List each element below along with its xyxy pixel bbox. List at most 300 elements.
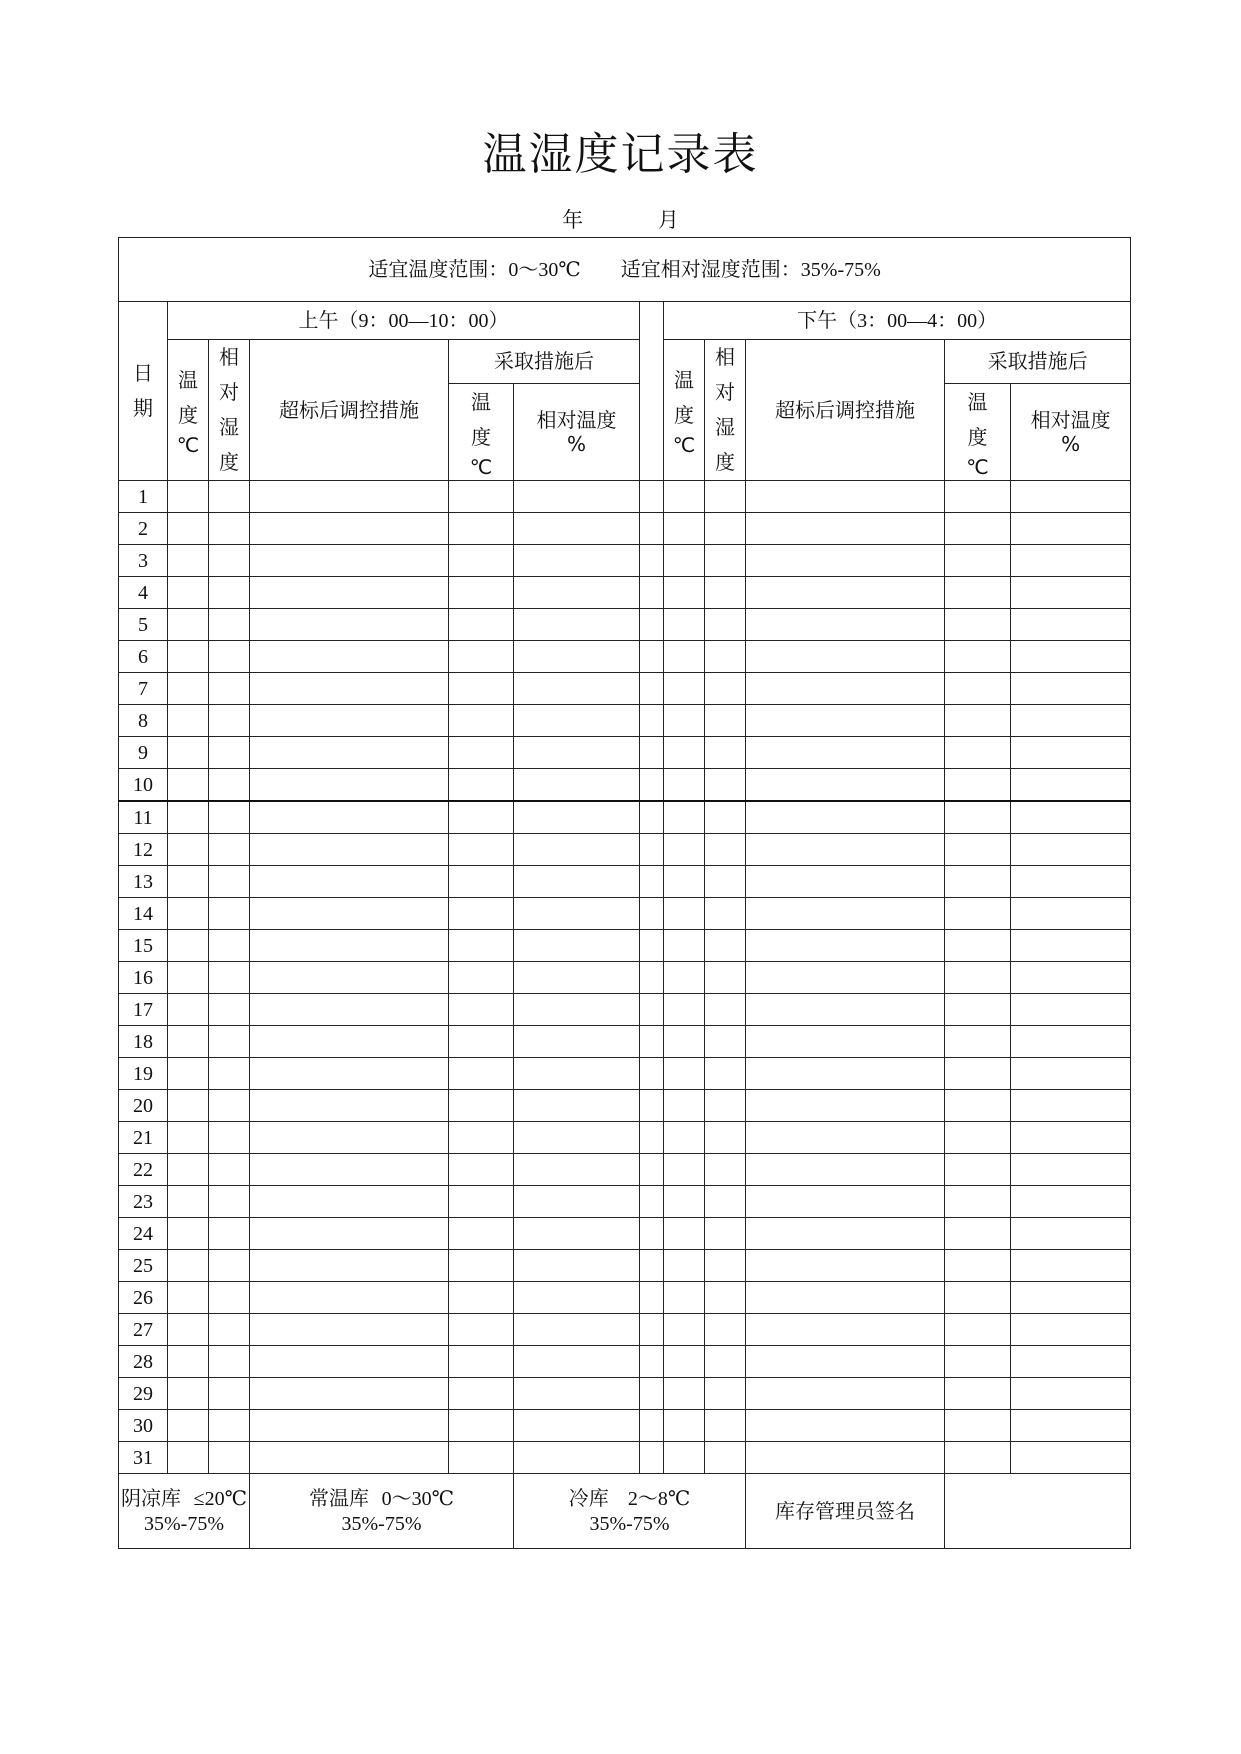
pm-after-temp-cell[interactable] bbox=[945, 481, 1011, 513]
am-after-temp-cell[interactable] bbox=[449, 994, 514, 1026]
pm-temp-cell[interactable] bbox=[664, 673, 705, 705]
am-measures-cell[interactable] bbox=[250, 673, 449, 705]
am-after-temp-cell[interactable] bbox=[449, 1026, 514, 1058]
am-after-temp-cell[interactable] bbox=[449, 769, 514, 802]
pm-after-humidity-cell[interactable] bbox=[1011, 1026, 1131, 1058]
am-temp-cell[interactable] bbox=[168, 1346, 209, 1378]
am-after-humidity-cell[interactable] bbox=[514, 834, 640, 866]
am-after-humidity-cell[interactable] bbox=[514, 994, 640, 1026]
am-temp-cell[interactable] bbox=[168, 801, 209, 834]
am-humidity-cell[interactable] bbox=[209, 898, 250, 930]
am-after-humidity-cell[interactable] bbox=[514, 1314, 640, 1346]
am-after-temp-cell[interactable] bbox=[449, 1250, 514, 1282]
pm-measures-cell[interactable] bbox=[746, 1218, 945, 1250]
pm-after-temp-cell[interactable] bbox=[945, 1442, 1011, 1474]
am-measures-cell[interactable] bbox=[250, 866, 449, 898]
pm-temp-cell[interactable] bbox=[664, 609, 705, 641]
pm-after-temp-cell[interactable] bbox=[945, 705, 1011, 737]
am-humidity-cell[interactable] bbox=[209, 737, 250, 769]
am-after-temp-cell[interactable] bbox=[449, 1314, 514, 1346]
am-after-temp-cell[interactable] bbox=[449, 834, 514, 866]
am-humidity-cell[interactable] bbox=[209, 1250, 250, 1282]
pm-temp-cell[interactable] bbox=[664, 513, 705, 545]
am-temp-cell[interactable] bbox=[168, 1186, 209, 1218]
am-after-humidity-cell[interactable] bbox=[514, 673, 640, 705]
pm-after-temp-cell[interactable] bbox=[945, 1378, 1011, 1410]
am-after-humidity-cell[interactable] bbox=[514, 866, 640, 898]
am-temp-cell[interactable] bbox=[168, 705, 209, 737]
pm-temp-cell[interactable] bbox=[664, 1282, 705, 1314]
am-after-temp-cell[interactable] bbox=[449, 898, 514, 930]
am-humidity-cell[interactable] bbox=[209, 1314, 250, 1346]
am-humidity-cell[interactable] bbox=[209, 930, 250, 962]
am-temp-cell[interactable] bbox=[168, 1026, 209, 1058]
pm-measures-cell[interactable] bbox=[746, 1378, 945, 1410]
pm-measures-cell[interactable] bbox=[746, 1090, 945, 1122]
am-after-humidity-cell[interactable] bbox=[514, 577, 640, 609]
pm-after-temp-cell[interactable] bbox=[945, 1122, 1011, 1154]
am-humidity-cell[interactable] bbox=[209, 866, 250, 898]
am-measures-cell[interactable] bbox=[250, 481, 449, 513]
am-after-humidity-cell[interactable] bbox=[514, 1122, 640, 1154]
pm-temp-cell[interactable] bbox=[664, 769, 705, 802]
pm-temp-cell[interactable] bbox=[664, 705, 705, 737]
am-measures-cell[interactable] bbox=[250, 1378, 449, 1410]
am-after-temp-cell[interactable] bbox=[449, 577, 514, 609]
am-after-temp-cell[interactable] bbox=[449, 641, 514, 673]
pm-after-temp-cell[interactable] bbox=[945, 994, 1011, 1026]
pm-temp-cell[interactable] bbox=[664, 834, 705, 866]
pm-measures-cell[interactable] bbox=[746, 577, 945, 609]
pm-temp-cell[interactable] bbox=[664, 1122, 705, 1154]
am-after-temp-cell[interactable] bbox=[449, 962, 514, 994]
pm-humidity-cell[interactable] bbox=[705, 1282, 746, 1314]
pm-humidity-cell[interactable] bbox=[705, 801, 746, 834]
am-after-humidity-cell[interactable] bbox=[514, 1058, 640, 1090]
pm-measures-cell[interactable] bbox=[746, 737, 945, 769]
pm-temp-cell[interactable] bbox=[664, 641, 705, 673]
pm-humidity-cell[interactable] bbox=[705, 1410, 746, 1442]
am-humidity-cell[interactable] bbox=[209, 962, 250, 994]
am-humidity-cell[interactable] bbox=[209, 545, 250, 577]
am-humidity-cell[interactable] bbox=[209, 834, 250, 866]
am-measures-cell[interactable] bbox=[250, 1250, 449, 1282]
am-measures-cell[interactable] bbox=[250, 898, 449, 930]
am-temp-cell[interactable] bbox=[168, 577, 209, 609]
pm-after-temp-cell[interactable] bbox=[945, 930, 1011, 962]
am-after-humidity-cell[interactable] bbox=[514, 705, 640, 737]
pm-humidity-cell[interactable] bbox=[705, 930, 746, 962]
am-after-humidity-cell[interactable] bbox=[514, 1186, 640, 1218]
pm-temp-cell[interactable] bbox=[664, 801, 705, 834]
am-temp-cell[interactable] bbox=[168, 609, 209, 641]
am-measures-cell[interactable] bbox=[250, 1058, 449, 1090]
pm-measures-cell[interactable] bbox=[746, 1282, 945, 1314]
am-after-humidity-cell[interactable] bbox=[514, 1026, 640, 1058]
am-after-humidity-cell[interactable] bbox=[514, 1154, 640, 1186]
pm-humidity-cell[interactable] bbox=[705, 1154, 746, 1186]
pm-humidity-cell[interactable] bbox=[705, 513, 746, 545]
pm-humidity-cell[interactable] bbox=[705, 1058, 746, 1090]
pm-measures-cell[interactable] bbox=[746, 834, 945, 866]
am-humidity-cell[interactable] bbox=[209, 673, 250, 705]
am-after-humidity-cell[interactable] bbox=[514, 1090, 640, 1122]
pm-humidity-cell[interactable] bbox=[705, 898, 746, 930]
pm-measures-cell[interactable] bbox=[746, 866, 945, 898]
am-after-temp-cell[interactable] bbox=[449, 930, 514, 962]
pm-humidity-cell[interactable] bbox=[705, 1090, 746, 1122]
pm-measures-cell[interactable] bbox=[746, 962, 945, 994]
am-after-humidity-cell[interactable] bbox=[514, 962, 640, 994]
am-measures-cell[interactable] bbox=[250, 1026, 449, 1058]
am-temp-cell[interactable] bbox=[168, 1058, 209, 1090]
pm-temp-cell[interactable] bbox=[664, 1314, 705, 1346]
am-humidity-cell[interactable] bbox=[209, 1186, 250, 1218]
pm-measures-cell[interactable] bbox=[746, 1122, 945, 1154]
pm-measures-cell[interactable] bbox=[746, 641, 945, 673]
pm-temp-cell[interactable] bbox=[664, 545, 705, 577]
am-measures-cell[interactable] bbox=[250, 1154, 449, 1186]
pm-after-temp-cell[interactable] bbox=[945, 513, 1011, 545]
pm-after-humidity-cell[interactable] bbox=[1011, 866, 1131, 898]
am-after-humidity-cell[interactable] bbox=[514, 898, 640, 930]
pm-humidity-cell[interactable] bbox=[705, 1346, 746, 1378]
pm-temp-cell[interactable] bbox=[664, 930, 705, 962]
pm-after-humidity-cell[interactable] bbox=[1011, 737, 1131, 769]
pm-humidity-cell[interactable] bbox=[705, 1122, 746, 1154]
am-temp-cell[interactable] bbox=[168, 834, 209, 866]
am-humidity-cell[interactable] bbox=[209, 1090, 250, 1122]
am-after-humidity-cell[interactable] bbox=[514, 930, 640, 962]
pm-after-temp-cell[interactable] bbox=[945, 1250, 1011, 1282]
pm-measures-cell[interactable] bbox=[746, 1250, 945, 1282]
pm-temp-cell[interactable] bbox=[664, 962, 705, 994]
pm-after-humidity-cell[interactable] bbox=[1011, 1346, 1131, 1378]
am-after-temp-cell[interactable] bbox=[449, 513, 514, 545]
am-after-humidity-cell[interactable] bbox=[514, 1378, 640, 1410]
pm-after-humidity-cell[interactable] bbox=[1011, 481, 1131, 513]
am-measures-cell[interactable] bbox=[250, 705, 449, 737]
am-after-temp-cell[interactable] bbox=[449, 1378, 514, 1410]
pm-after-temp-cell[interactable] bbox=[945, 769, 1011, 802]
pm-measures-cell[interactable] bbox=[746, 1186, 945, 1218]
am-after-temp-cell[interactable] bbox=[449, 1154, 514, 1186]
am-measures-cell[interactable] bbox=[250, 1186, 449, 1218]
pm-after-temp-cell[interactable] bbox=[945, 577, 1011, 609]
pm-humidity-cell[interactable] bbox=[705, 673, 746, 705]
am-after-temp-cell[interactable] bbox=[449, 801, 514, 834]
pm-measures-cell[interactable] bbox=[746, 1314, 945, 1346]
pm-humidity-cell[interactable] bbox=[705, 705, 746, 737]
am-humidity-cell[interactable] bbox=[209, 609, 250, 641]
am-temp-cell[interactable] bbox=[168, 1122, 209, 1154]
pm-measures-cell[interactable] bbox=[746, 513, 945, 545]
pm-after-temp-cell[interactable] bbox=[945, 898, 1011, 930]
pm-after-humidity-cell[interactable] bbox=[1011, 1378, 1131, 1410]
pm-after-humidity-cell[interactable] bbox=[1011, 994, 1131, 1026]
pm-after-temp-cell[interactable] bbox=[945, 1026, 1011, 1058]
pm-temp-cell[interactable] bbox=[664, 1442, 705, 1474]
pm-after-temp-cell[interactable] bbox=[945, 545, 1011, 577]
pm-measures-cell[interactable] bbox=[746, 1442, 945, 1474]
am-humidity-cell[interactable] bbox=[209, 1442, 250, 1474]
signature-field[interactable] bbox=[945, 1474, 1131, 1549]
am-humidity-cell[interactable] bbox=[209, 641, 250, 673]
am-humidity-cell[interactable] bbox=[209, 481, 250, 513]
am-measures-cell[interactable] bbox=[250, 1346, 449, 1378]
pm-measures-cell[interactable] bbox=[746, 801, 945, 834]
pm-after-humidity-cell[interactable] bbox=[1011, 513, 1131, 545]
am-after-humidity-cell[interactable] bbox=[514, 513, 640, 545]
pm-humidity-cell[interactable] bbox=[705, 866, 746, 898]
pm-after-humidity-cell[interactable] bbox=[1011, 609, 1131, 641]
am-temp-cell[interactable] bbox=[168, 1250, 209, 1282]
am-humidity-cell[interactable] bbox=[209, 1026, 250, 1058]
am-temp-cell[interactable] bbox=[168, 769, 209, 802]
am-measures-cell[interactable] bbox=[250, 1090, 449, 1122]
pm-after-temp-cell[interactable] bbox=[945, 673, 1011, 705]
pm-temp-cell[interactable] bbox=[664, 1186, 705, 1218]
pm-after-humidity-cell[interactable] bbox=[1011, 545, 1131, 577]
am-temp-cell[interactable] bbox=[168, 1314, 209, 1346]
pm-humidity-cell[interactable] bbox=[705, 1314, 746, 1346]
am-after-temp-cell[interactable] bbox=[449, 1282, 514, 1314]
pm-after-humidity-cell[interactable] bbox=[1011, 577, 1131, 609]
pm-after-temp-cell[interactable] bbox=[945, 866, 1011, 898]
am-temp-cell[interactable] bbox=[168, 513, 209, 545]
pm-temp-cell[interactable] bbox=[664, 1154, 705, 1186]
am-temp-cell[interactable] bbox=[168, 962, 209, 994]
am-after-temp-cell[interactable] bbox=[449, 1346, 514, 1378]
pm-humidity-cell[interactable] bbox=[705, 1442, 746, 1474]
pm-measures-cell[interactable] bbox=[746, 481, 945, 513]
pm-after-temp-cell[interactable] bbox=[945, 834, 1011, 866]
pm-after-humidity-cell[interactable] bbox=[1011, 1410, 1131, 1442]
am-measures-cell[interactable] bbox=[250, 513, 449, 545]
pm-after-temp-cell[interactable] bbox=[945, 1154, 1011, 1186]
pm-humidity-cell[interactable] bbox=[705, 609, 746, 641]
am-measures-cell[interactable] bbox=[250, 1442, 449, 1474]
am-after-humidity-cell[interactable] bbox=[514, 641, 640, 673]
am-after-humidity-cell[interactable] bbox=[514, 769, 640, 802]
pm-after-humidity-cell[interactable] bbox=[1011, 1154, 1131, 1186]
pm-measures-cell[interactable] bbox=[746, 1058, 945, 1090]
am-temp-cell[interactable] bbox=[168, 737, 209, 769]
pm-after-humidity-cell[interactable] bbox=[1011, 1314, 1131, 1346]
pm-after-humidity-cell[interactable] bbox=[1011, 673, 1131, 705]
am-measures-cell[interactable] bbox=[250, 801, 449, 834]
pm-humidity-cell[interactable] bbox=[705, 994, 746, 1026]
pm-after-temp-cell[interactable] bbox=[945, 1282, 1011, 1314]
am-measures-cell[interactable] bbox=[250, 1282, 449, 1314]
am-temp-cell[interactable] bbox=[168, 1442, 209, 1474]
pm-after-humidity-cell[interactable] bbox=[1011, 962, 1131, 994]
pm-temp-cell[interactable] bbox=[664, 1346, 705, 1378]
am-measures-cell[interactable] bbox=[250, 609, 449, 641]
am-measures-cell[interactable] bbox=[250, 834, 449, 866]
am-humidity-cell[interactable] bbox=[209, 801, 250, 834]
am-temp-cell[interactable] bbox=[168, 545, 209, 577]
am-humidity-cell[interactable] bbox=[209, 1218, 250, 1250]
am-after-temp-cell[interactable] bbox=[449, 1410, 514, 1442]
am-measures-cell[interactable] bbox=[250, 1218, 449, 1250]
am-humidity-cell[interactable] bbox=[209, 1154, 250, 1186]
am-measures-cell[interactable] bbox=[250, 962, 449, 994]
am-humidity-cell[interactable] bbox=[209, 1122, 250, 1154]
am-after-temp-cell[interactable] bbox=[449, 1218, 514, 1250]
pm-temp-cell[interactable] bbox=[664, 737, 705, 769]
pm-measures-cell[interactable] bbox=[746, 1154, 945, 1186]
pm-after-temp-cell[interactable] bbox=[945, 801, 1011, 834]
pm-after-temp-cell[interactable] bbox=[945, 1058, 1011, 1090]
am-after-temp-cell[interactable] bbox=[449, 737, 514, 769]
pm-after-temp-cell[interactable] bbox=[945, 962, 1011, 994]
am-after-temp-cell[interactable] bbox=[449, 1122, 514, 1154]
am-after-humidity-cell[interactable] bbox=[514, 1410, 640, 1442]
pm-humidity-cell[interactable] bbox=[705, 1026, 746, 1058]
pm-measures-cell[interactable] bbox=[746, 994, 945, 1026]
pm-after-humidity-cell[interactable] bbox=[1011, 769, 1131, 802]
am-temp-cell[interactable] bbox=[168, 1218, 209, 1250]
am-temp-cell[interactable] bbox=[168, 641, 209, 673]
pm-humidity-cell[interactable] bbox=[705, 1186, 746, 1218]
am-humidity-cell[interactable] bbox=[209, 1346, 250, 1378]
am-after-humidity-cell[interactable] bbox=[514, 737, 640, 769]
pm-temp-cell[interactable] bbox=[664, 577, 705, 609]
pm-temp-cell[interactable] bbox=[664, 481, 705, 513]
am-temp-cell[interactable] bbox=[168, 1282, 209, 1314]
am-after-temp-cell[interactable] bbox=[449, 545, 514, 577]
pm-humidity-cell[interactable] bbox=[705, 481, 746, 513]
pm-temp-cell[interactable] bbox=[664, 1026, 705, 1058]
pm-temp-cell[interactable] bbox=[664, 1250, 705, 1282]
pm-humidity-cell[interactable] bbox=[705, 737, 746, 769]
pm-measures-cell[interactable] bbox=[746, 1346, 945, 1378]
pm-temp-cell[interactable] bbox=[664, 1378, 705, 1410]
pm-after-humidity-cell[interactable] bbox=[1011, 1218, 1131, 1250]
pm-temp-cell[interactable] bbox=[664, 1090, 705, 1122]
pm-after-humidity-cell[interactable] bbox=[1011, 898, 1131, 930]
am-measures-cell[interactable] bbox=[250, 769, 449, 802]
pm-measures-cell[interactable] bbox=[746, 1026, 945, 1058]
am-after-temp-cell[interactable] bbox=[449, 673, 514, 705]
am-temp-cell[interactable] bbox=[168, 673, 209, 705]
pm-after-humidity-cell[interactable] bbox=[1011, 641, 1131, 673]
pm-measures-cell[interactable] bbox=[746, 1410, 945, 1442]
am-temp-cell[interactable] bbox=[168, 1378, 209, 1410]
pm-after-humidity-cell[interactable] bbox=[1011, 834, 1131, 866]
am-temp-cell[interactable] bbox=[168, 930, 209, 962]
am-measures-cell[interactable] bbox=[250, 545, 449, 577]
am-humidity-cell[interactable] bbox=[209, 1410, 250, 1442]
pm-after-humidity-cell[interactable] bbox=[1011, 705, 1131, 737]
am-measures-cell[interactable] bbox=[250, 1314, 449, 1346]
am-measures-cell[interactable] bbox=[250, 737, 449, 769]
pm-measures-cell[interactable] bbox=[746, 930, 945, 962]
am-after-humidity-cell[interactable] bbox=[514, 1218, 640, 1250]
am-temp-cell[interactable] bbox=[168, 898, 209, 930]
pm-temp-cell[interactable] bbox=[664, 994, 705, 1026]
am-after-humidity-cell[interactable] bbox=[514, 481, 640, 513]
am-measures-cell[interactable] bbox=[250, 994, 449, 1026]
pm-after-temp-cell[interactable] bbox=[945, 641, 1011, 673]
pm-after-temp-cell[interactable] bbox=[945, 1410, 1011, 1442]
pm-measures-cell[interactable] bbox=[746, 609, 945, 641]
pm-after-temp-cell[interactable] bbox=[945, 1346, 1011, 1378]
pm-after-humidity-cell[interactable] bbox=[1011, 801, 1131, 834]
am-measures-cell[interactable] bbox=[250, 1410, 449, 1442]
pm-measures-cell[interactable] bbox=[746, 673, 945, 705]
am-after-temp-cell[interactable] bbox=[449, 609, 514, 641]
am-humidity-cell[interactable] bbox=[209, 1378, 250, 1410]
pm-after-humidity-cell[interactable] bbox=[1011, 1282, 1131, 1314]
am-after-humidity-cell[interactable] bbox=[514, 1282, 640, 1314]
pm-measures-cell[interactable] bbox=[746, 545, 945, 577]
pm-after-humidity-cell[interactable] bbox=[1011, 1090, 1131, 1122]
pm-humidity-cell[interactable] bbox=[705, 769, 746, 802]
pm-humidity-cell[interactable] bbox=[705, 577, 746, 609]
am-humidity-cell[interactable] bbox=[209, 994, 250, 1026]
am-after-humidity-cell[interactable] bbox=[514, 1442, 640, 1474]
pm-after-humidity-cell[interactable] bbox=[1011, 1250, 1131, 1282]
am-temp-cell[interactable] bbox=[168, 866, 209, 898]
pm-humidity-cell[interactable] bbox=[705, 962, 746, 994]
am-temp-cell[interactable] bbox=[168, 1154, 209, 1186]
pm-humidity-cell[interactable] bbox=[705, 1218, 746, 1250]
am-after-temp-cell[interactable] bbox=[449, 1442, 514, 1474]
am-temp-cell[interactable] bbox=[168, 1410, 209, 1442]
am-humidity-cell[interactable] bbox=[209, 1058, 250, 1090]
am-temp-cell[interactable] bbox=[168, 994, 209, 1026]
am-humidity-cell[interactable] bbox=[209, 513, 250, 545]
am-after-temp-cell[interactable] bbox=[449, 481, 514, 513]
pm-temp-cell[interactable] bbox=[664, 866, 705, 898]
am-measures-cell[interactable] bbox=[250, 577, 449, 609]
pm-after-humidity-cell[interactable] bbox=[1011, 930, 1131, 962]
am-temp-cell[interactable] bbox=[168, 481, 209, 513]
pm-temp-cell[interactable] bbox=[664, 1410, 705, 1442]
pm-after-humidity-cell[interactable] bbox=[1011, 1122, 1131, 1154]
am-after-temp-cell[interactable] bbox=[449, 1058, 514, 1090]
am-after-temp-cell[interactable] bbox=[449, 705, 514, 737]
pm-after-temp-cell[interactable] bbox=[945, 1218, 1011, 1250]
am-humidity-cell[interactable] bbox=[209, 1282, 250, 1314]
pm-humidity-cell[interactable] bbox=[705, 545, 746, 577]
pm-humidity-cell[interactable] bbox=[705, 1378, 746, 1410]
am-after-temp-cell[interactable] bbox=[449, 866, 514, 898]
pm-temp-cell[interactable] bbox=[664, 1058, 705, 1090]
am-after-humidity-cell[interactable] bbox=[514, 801, 640, 834]
am-after-humidity-cell[interactable] bbox=[514, 1346, 640, 1378]
pm-after-humidity-cell[interactable] bbox=[1011, 1058, 1131, 1090]
am-after-humidity-cell[interactable] bbox=[514, 1250, 640, 1282]
pm-after-temp-cell[interactable] bbox=[945, 1186, 1011, 1218]
pm-humidity-cell[interactable] bbox=[705, 641, 746, 673]
pm-after-temp-cell[interactable] bbox=[945, 609, 1011, 641]
pm-measures-cell[interactable] bbox=[746, 705, 945, 737]
pm-temp-cell[interactable] bbox=[664, 898, 705, 930]
pm-measures-cell[interactable] bbox=[746, 769, 945, 802]
pm-after-temp-cell[interactable] bbox=[945, 1090, 1011, 1122]
pm-after-humidity-cell[interactable] bbox=[1011, 1442, 1131, 1474]
am-humidity-cell[interactable] bbox=[209, 705, 250, 737]
am-after-temp-cell[interactable] bbox=[449, 1090, 514, 1122]
am-measures-cell[interactable] bbox=[250, 641, 449, 673]
am-humidity-cell[interactable] bbox=[209, 769, 250, 802]
pm-measures-cell[interactable] bbox=[746, 898, 945, 930]
am-temp-cell[interactable] bbox=[168, 1090, 209, 1122]
am-measures-cell[interactable] bbox=[250, 1122, 449, 1154]
